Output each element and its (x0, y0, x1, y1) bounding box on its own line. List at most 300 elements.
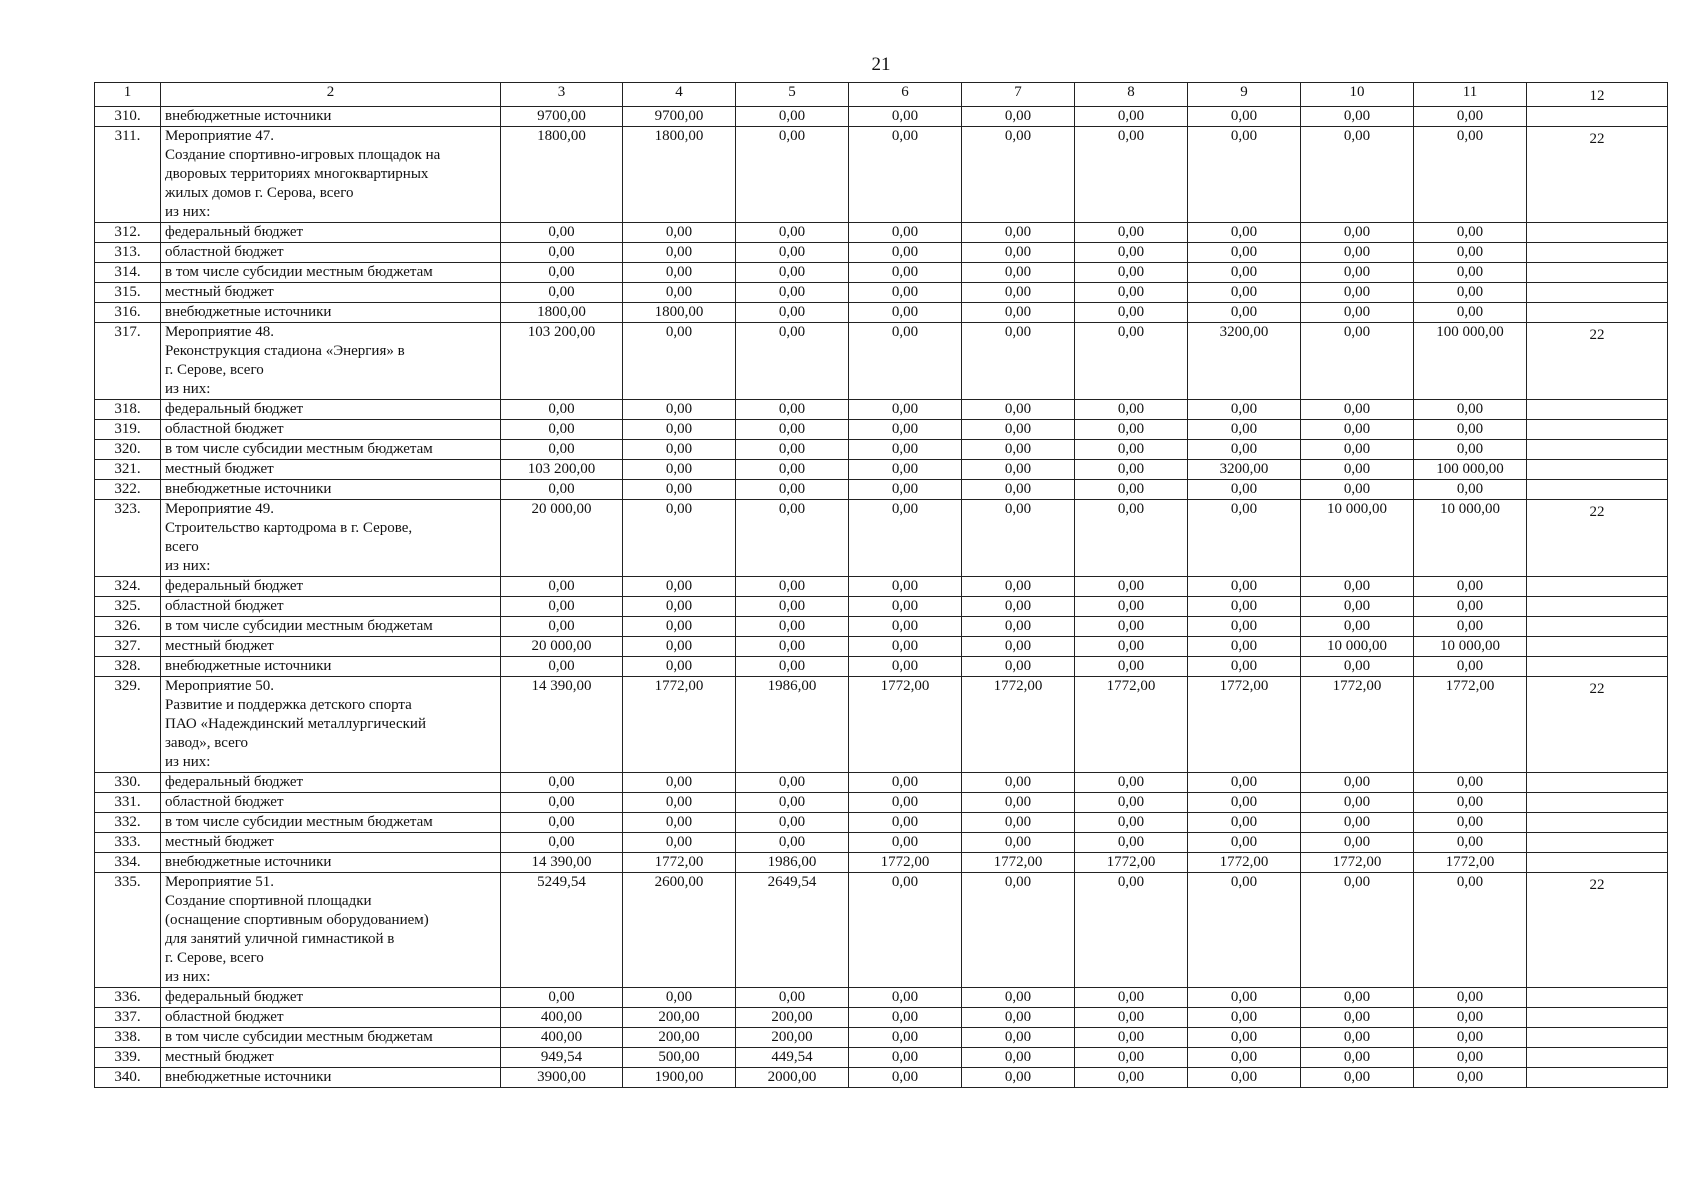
value-cell: 2649,54 (736, 873, 849, 988)
goal-reference-cell (1527, 1028, 1668, 1048)
value-cell: 0,00 (736, 420, 849, 440)
value-cell: 1900,00 (623, 1068, 736, 1088)
value-cell: 0,00 (1075, 793, 1188, 813)
value-cell: 1772,00 (1301, 853, 1414, 873)
value-cell: 449,54 (736, 1048, 849, 1068)
value-cell: 0,00 (1075, 127, 1188, 223)
value-cell: 0,00 (501, 480, 623, 500)
row-name-line: в том числе субсидии местным бюджетам (165, 814, 433, 830)
value-cell: 0,00 (962, 107, 1075, 127)
value-cell: 0,00 (849, 127, 962, 223)
value-cell: 0,00 (1301, 440, 1414, 460)
value-cell: 200,00 (623, 1028, 736, 1048)
row-name (161, 1008, 501, 1028)
value-cell: 0,00 (849, 597, 962, 617)
goal-reference-cell (1527, 1068, 1668, 1088)
row-name-line: из них: (165, 204, 211, 220)
value-cell: 0,00 (962, 617, 1075, 637)
value-cell: 0,00 (849, 283, 962, 303)
value-cell: 10 000,00 (1301, 637, 1414, 657)
value-cell: 0,00 (1075, 243, 1188, 263)
value-cell: 0,00 (736, 793, 849, 813)
value-cell: 0,00 (1188, 833, 1301, 853)
row-name-line: внебюджетные источники (165, 481, 332, 497)
value-cell: 0,00 (501, 617, 623, 637)
value-cell: 0,00 (1188, 657, 1301, 677)
column-header: 12 (1527, 83, 1668, 107)
value-cell: 10 000,00 (1301, 500, 1414, 577)
value-cell: 0,00 (736, 988, 849, 1008)
row-name-line: из них: (165, 969, 211, 985)
value-cell: 949,54 (501, 1048, 623, 1068)
table-row (95, 637, 1668, 657)
goal-reference-cell (1527, 793, 1668, 813)
value-cell: 1800,00 (501, 303, 623, 323)
value-cell: 0,00 (962, 597, 1075, 617)
goal-reference-cell (1527, 597, 1668, 617)
column-header: 5 (736, 83, 849, 107)
value-cell: 0,00 (1188, 303, 1301, 323)
value-cell: 0,00 (623, 420, 736, 440)
value-cell: 20 000,00 (501, 500, 623, 577)
value-cell: 0,00 (736, 263, 849, 283)
table-row (95, 617, 1668, 637)
value-cell: 0,00 (1414, 420, 1527, 440)
value-cell: 0,00 (849, 500, 962, 577)
value-cell: 0,00 (1075, 223, 1188, 243)
value-cell: 0,00 (1301, 420, 1414, 440)
value-cell: 1772,00 (1188, 677, 1301, 773)
row-name-line: внебюджетные источники (165, 304, 332, 320)
column-header: 10 (1301, 83, 1414, 107)
value-cell: 0,00 (1075, 813, 1188, 833)
column-header: 9 (1188, 83, 1301, 107)
row-number: 331. (95, 793, 161, 813)
row-name (161, 813, 501, 833)
goal-reference-cell (1527, 440, 1668, 460)
column-header: 2 (161, 83, 501, 107)
value-cell: 0,00 (1075, 773, 1188, 793)
row-name-line: (оснащение спортивным оборудованием) (165, 912, 429, 928)
goal-reference-cell (1527, 853, 1668, 873)
goal-reference-cell (1527, 1008, 1668, 1028)
value-cell: 500,00 (623, 1048, 736, 1068)
row-name-line: Создание спортивно-игровых площадок на (165, 147, 441, 163)
row-name (161, 420, 501, 440)
value-cell: 0,00 (962, 323, 1075, 400)
column-header: 6 (849, 83, 962, 107)
value-cell: 0,00 (1188, 773, 1301, 793)
value-cell: 0,00 (501, 657, 623, 677)
table-row (95, 1008, 1668, 1028)
value-cell: 0,00 (623, 577, 736, 597)
value-cell: 9700,00 (623, 107, 736, 127)
value-cell: 0,00 (736, 617, 849, 637)
row-number: 339. (95, 1048, 161, 1068)
table-row (95, 1048, 1668, 1068)
column-header: 8 (1075, 83, 1188, 107)
value-cell: 200,00 (623, 1008, 736, 1028)
value-cell: 0,00 (623, 243, 736, 263)
value-cell: 0,00 (1075, 873, 1188, 988)
value-cell: 0,00 (1075, 637, 1188, 657)
row-name (161, 988, 501, 1008)
value-cell: 0,00 (1301, 617, 1414, 637)
row-name-line: местный бюджет (165, 1049, 274, 1065)
table-row (95, 460, 1668, 480)
value-cell: 0,00 (501, 440, 623, 460)
value-cell: 0,00 (1188, 440, 1301, 460)
row-name-line: из них: (165, 381, 211, 397)
table-row (95, 793, 1668, 813)
value-cell: 0,00 (501, 283, 623, 303)
value-cell: 20 000,00 (501, 637, 623, 657)
value-cell: 0,00 (962, 223, 1075, 243)
value-cell: 0,00 (623, 657, 736, 677)
value-cell: 0,00 (1188, 500, 1301, 577)
row-name-line: дворовых территориях многоквартирных (165, 166, 429, 182)
value-cell: 0,00 (1075, 480, 1188, 500)
row-name (161, 1028, 501, 1048)
row-number: 326. (95, 617, 161, 637)
value-cell: 0,00 (1414, 1048, 1527, 1068)
row-name (161, 460, 501, 480)
row-name (161, 577, 501, 597)
value-cell: 0,00 (962, 127, 1075, 223)
row-name-line: областной бюджет (165, 1009, 284, 1025)
page-number: 21 (871, 54, 891, 75)
value-cell: 103 200,00 (501, 460, 623, 480)
row-name (161, 480, 501, 500)
value-cell: 0,00 (1414, 440, 1527, 460)
goal-reference-cell (1527, 420, 1668, 440)
value-cell: 0,00 (962, 1008, 1075, 1028)
table-row (95, 400, 1668, 420)
value-cell: 0,00 (1414, 1008, 1527, 1028)
value-cell: 0,00 (1188, 1028, 1301, 1048)
value-cell: 0,00 (1301, 243, 1414, 263)
goal-reference-cell (1527, 637, 1668, 657)
value-cell: 0,00 (1414, 597, 1527, 617)
row-name (161, 793, 501, 813)
value-cell: 0,00 (736, 283, 849, 303)
value-cell: 0,00 (849, 420, 962, 440)
row-number: 312. (95, 223, 161, 243)
value-cell: 0,00 (1075, 1008, 1188, 1028)
value-cell: 0,00 (623, 597, 736, 617)
goal-reference-cell (1527, 460, 1668, 480)
value-cell: 0,00 (962, 480, 1075, 500)
value-cell: 0,00 (1301, 793, 1414, 813)
row-number: 321. (95, 460, 161, 480)
value-cell: 0,00 (962, 440, 1075, 460)
value-cell: 0,00 (962, 637, 1075, 657)
value-cell: 0,00 (849, 793, 962, 813)
row-number: 332. (95, 813, 161, 833)
value-cell: 0,00 (849, 813, 962, 833)
table-row (95, 420, 1668, 440)
value-cell: 1772,00 (962, 853, 1075, 873)
value-cell: 200,00 (736, 1008, 849, 1028)
row-name-line: внебюджетные источники (165, 658, 332, 674)
table-row (95, 263, 1668, 283)
goal-reference-cell (1527, 833, 1668, 853)
value-cell: 0,00 (623, 323, 736, 400)
row-name-line: местный бюджет (165, 461, 274, 477)
value-cell: 0,00 (1414, 480, 1527, 500)
value-cell: 1772,00 (849, 853, 962, 873)
table-row (95, 853, 1668, 873)
row-number: 335. (95, 873, 161, 988)
value-cell: 0,00 (736, 107, 849, 127)
value-cell: 0,00 (849, 773, 962, 793)
value-cell: 0,00 (1075, 1028, 1188, 1048)
row-name-line: областной бюджет (165, 421, 284, 437)
value-cell: 1772,00 (1414, 677, 1527, 773)
value-cell: 1772,00 (1414, 853, 1527, 873)
value-cell: 3900,00 (501, 1068, 623, 1088)
value-cell: 0,00 (501, 813, 623, 833)
value-cell: 1986,00 (736, 853, 849, 873)
row-name-line: внебюджетные источники (165, 854, 332, 870)
value-cell: 0,00 (1301, 480, 1414, 500)
table-row (95, 773, 1668, 793)
value-cell: 0,00 (1188, 223, 1301, 243)
table-row (95, 873, 1668, 988)
value-cell: 0,00 (501, 263, 623, 283)
row-name-line: местный бюджет (165, 284, 274, 300)
value-cell: 0,00 (962, 420, 1075, 440)
value-cell: 0,00 (736, 127, 849, 223)
value-cell: 0,00 (623, 500, 736, 577)
value-cell: 0,00 (1188, 577, 1301, 597)
row-name-line: г. Серове, всего (165, 950, 264, 966)
value-cell: 1800,00 (501, 127, 623, 223)
value-cell: 0,00 (1414, 657, 1527, 677)
row-number: 324. (95, 577, 161, 597)
row-name (161, 127, 501, 223)
value-cell: 0,00 (1414, 223, 1527, 243)
value-cell: 0,00 (849, 400, 962, 420)
value-cell: 0,00 (849, 243, 962, 263)
value-cell: 0,00 (1075, 577, 1188, 597)
row-number: 336. (95, 988, 161, 1008)
row-number: 340. (95, 1068, 161, 1088)
row-name-line: из них: (165, 558, 211, 574)
row-number: 328. (95, 657, 161, 677)
value-cell: 0,00 (849, 873, 962, 988)
goal-reference-cell: 22 (1527, 323, 1668, 400)
value-cell: 0,00 (1414, 813, 1527, 833)
row-number: 330. (95, 773, 161, 793)
value-cell: 5249,54 (501, 873, 623, 988)
row-number: 337. (95, 1008, 161, 1028)
value-cell: 0,00 (1075, 460, 1188, 480)
value-cell: 0,00 (849, 617, 962, 637)
value-cell: 0,00 (1188, 813, 1301, 833)
value-cell: 0,00 (962, 988, 1075, 1008)
goal-reference-cell: 22 (1527, 677, 1668, 773)
value-cell: 0,00 (1188, 1008, 1301, 1028)
value-cell: 0,00 (962, 1068, 1075, 1088)
row-number: 315. (95, 283, 161, 303)
table-row (95, 243, 1668, 263)
value-cell: 0,00 (1301, 303, 1414, 323)
value-cell: 0,00 (849, 1068, 962, 1088)
value-cell: 0,00 (501, 577, 623, 597)
value-cell: 0,00 (849, 577, 962, 597)
row-name-line: Создание спортивной площадки (165, 893, 372, 909)
column-header: 7 (962, 83, 1075, 107)
value-cell: 0,00 (736, 657, 849, 677)
value-cell: 0,00 (623, 617, 736, 637)
value-cell: 0,00 (1414, 243, 1527, 263)
goal-reference-cell (1527, 657, 1668, 677)
row-name (161, 677, 501, 773)
value-cell: 0,00 (1301, 1028, 1414, 1048)
value-cell: 1800,00 (623, 127, 736, 223)
value-cell: 0,00 (1075, 440, 1188, 460)
table-row (95, 577, 1668, 597)
value-cell: 0,00 (736, 773, 849, 793)
value-cell: 0,00 (1188, 420, 1301, 440)
value-cell: 0,00 (623, 637, 736, 657)
goal-reference-cell (1527, 243, 1668, 263)
value-cell: 0,00 (623, 988, 736, 1008)
value-cell: 0,00 (501, 793, 623, 813)
value-cell: 0,00 (849, 637, 962, 657)
value-cell: 0,00 (1414, 873, 1527, 988)
row-name-line: жилых домов г. Серова, всего (165, 185, 354, 201)
row-name-line: федеральный бюджет (165, 774, 304, 790)
row-number: 313. (95, 243, 161, 263)
row-name-line: местный бюджет (165, 834, 274, 850)
row-name (161, 500, 501, 577)
row-name-line: в том числе субсидии местным бюджетам (165, 1029, 433, 1045)
row-name-line: Мероприятие 48. (165, 324, 274, 340)
value-cell: 0,00 (501, 243, 623, 263)
value-cell: 0,00 (1188, 793, 1301, 813)
value-cell: 14 390,00 (501, 677, 623, 773)
value-cell: 400,00 (501, 1028, 623, 1048)
value-cell: 0,00 (962, 657, 1075, 677)
value-cell: 0,00 (1188, 597, 1301, 617)
row-name-line: г. Серове, всего (165, 362, 264, 378)
table-row (95, 1028, 1668, 1048)
row-number: 311. (95, 127, 161, 223)
value-cell: 1772,00 (1301, 677, 1414, 773)
column-header: 4 (623, 83, 736, 107)
value-cell: 0,00 (1075, 833, 1188, 853)
row-name-line: федеральный бюджет (165, 224, 304, 240)
goal-reference-cell (1527, 773, 1668, 793)
value-cell: 0,00 (623, 813, 736, 833)
row-name-line: Мероприятие 49. (165, 501, 274, 517)
value-cell: 0,00 (962, 243, 1075, 263)
value-cell: 0,00 (1188, 263, 1301, 283)
goal-reference-cell: 22 (1527, 500, 1668, 577)
value-cell: 0,00 (501, 833, 623, 853)
column-header: 3 (501, 83, 623, 107)
row-name-line: Реконструкция стадиона «Энергия» в (165, 343, 405, 359)
value-cell: 0,00 (849, 460, 962, 480)
column-header: 11 (1414, 83, 1527, 107)
row-name-line: в том числе субсидии местным бюджетам (165, 264, 433, 280)
row-name (161, 243, 501, 263)
value-cell: 0,00 (1301, 833, 1414, 853)
row-name-line: местный бюджет (165, 638, 274, 654)
value-cell: 0,00 (962, 833, 1075, 853)
row-number: 314. (95, 263, 161, 283)
value-cell: 0,00 (849, 323, 962, 400)
value-cell: 0,00 (1301, 773, 1414, 793)
row-name-line: Развитие и поддержка детского спорта (165, 697, 412, 713)
value-cell: 0,00 (1414, 773, 1527, 793)
value-cell: 0,00 (623, 283, 736, 303)
row-name (161, 853, 501, 873)
value-cell: 0,00 (962, 577, 1075, 597)
value-cell: 14 390,00 (501, 853, 623, 873)
value-cell: 1772,00 (623, 853, 736, 873)
value-cell: 0,00 (623, 223, 736, 243)
value-cell: 0,00 (623, 773, 736, 793)
goal-reference-cell (1527, 283, 1668, 303)
value-cell: 0,00 (1075, 263, 1188, 283)
table-row (95, 223, 1668, 243)
value-cell: 0,00 (623, 460, 736, 480)
row-name-line: ПАО «Надеждинский металлургический (165, 716, 426, 732)
value-cell: 1772,00 (1188, 853, 1301, 873)
value-cell: 0,00 (1414, 617, 1527, 637)
value-cell: 0,00 (962, 1028, 1075, 1048)
value-cell: 0,00 (1301, 1008, 1414, 1028)
value-cell: 3200,00 (1188, 460, 1301, 480)
value-cell: 0,00 (501, 420, 623, 440)
row-number: 327. (95, 637, 161, 657)
value-cell: 0,00 (1414, 833, 1527, 853)
value-cell: 0,00 (736, 223, 849, 243)
row-name (161, 833, 501, 853)
value-cell: 0,00 (623, 793, 736, 813)
goal-reference-cell (1527, 813, 1668, 833)
value-cell: 0,00 (1301, 813, 1414, 833)
row-name-line: областной бюджет (165, 598, 284, 614)
value-cell: 0,00 (1075, 283, 1188, 303)
value-cell: 0,00 (849, 1028, 962, 1048)
header-row (95, 83, 1668, 107)
row-name-line: Мероприятие 51. (165, 874, 274, 890)
value-cell: 1772,00 (962, 677, 1075, 773)
value-cell: 0,00 (1301, 223, 1414, 243)
row-number: 318. (95, 400, 161, 420)
row-name (161, 1048, 501, 1068)
value-cell: 0,00 (1301, 1068, 1414, 1088)
goal-reference-cell: 22 (1527, 127, 1668, 223)
value-cell: 0,00 (1075, 420, 1188, 440)
value-cell: 0,00 (962, 1048, 1075, 1068)
value-cell: 0,00 (736, 813, 849, 833)
value-cell: 0,00 (1301, 460, 1414, 480)
table-row (95, 597, 1668, 617)
row-name (161, 440, 501, 460)
value-cell: 1772,00 (1075, 677, 1188, 773)
value-cell: 0,00 (962, 813, 1075, 833)
value-cell: 0,00 (623, 480, 736, 500)
value-cell: 200,00 (736, 1028, 849, 1048)
value-cell: 0,00 (736, 243, 849, 263)
value-cell: 0,00 (1188, 243, 1301, 263)
table-row (95, 813, 1668, 833)
